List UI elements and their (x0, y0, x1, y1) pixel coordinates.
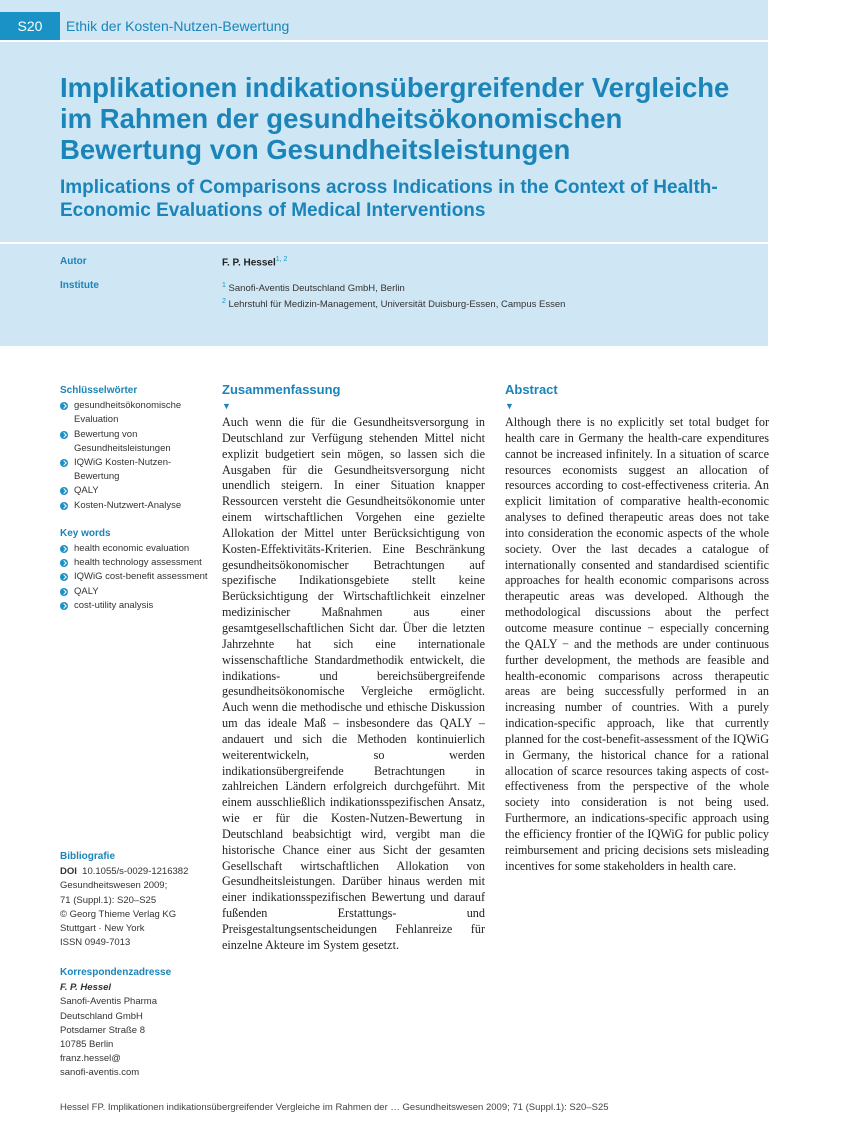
article-title-en: Implications of Comparisons across Indications in the Context of Health-Economic Evaluations of Medical Interventions (60, 177, 718, 221)
institute-item (222, 279, 565, 295)
correspondence-name: F. P. Hessel (60, 982, 112, 994)
section-marker-icon: ▼ (222, 401, 231, 411)
email-line[interactable]: franz.hessel@ (60, 1053, 121, 1065)
header-separator (0, 40, 768, 42)
autor-label: Autor (60, 256, 87, 267)
keyword-item (60, 484, 210, 498)
title-separator (0, 242, 768, 244)
address-line: 10785 Berlin (60, 1039, 114, 1051)
keywords-list (60, 542, 210, 613)
keyword-item (60, 599, 210, 613)
zusammenfassung-text: Auch wenn die für die Gesundheitsversorgung in Deutschland zur Verfügung stehenden Mittel nicht explizit budgetiert sein mögen, so lassen sich die Ausgaben für die Gesundheitsversorgung nicht unendlich steigern. In einer Situation knapper Ressourcen versteht die Gesundheitsökonomie unter einem wirtschaftlichen Vorgehen eine gezielte Allokation der Mittel unter Berücksichtigung von Kosten-Effektivitäts-Kriterien. Eine Beschränkung gesundheitsökonomischer Betrachtungen auf spezifische Indikationsgebiete stellt keine Berücksichtigung der Wirtschaftlichkeit einzelner medizinischer Maßnahmen aus einer gesamtgesellschaftlichen Sicht dar. Über die letzten Jahrzehnte hat sich eine internationale wissenschaftliche Standardmethodik entwickelt, die indikations- und bereichsübergreifende gesundheitsökonomische Vergleiche ermöglicht. Auch wenn die methodische und ethische Diskussion um das ideale Maß – insbesondere das QALY – andauert und sich die Methoden kontinuierlich weiterentwickeln, so werden indikationsübergreifende Betrachtungen in zahlreichen Ländern erfolgreich durchgeführt. Mit einem ausschließlich indikationsspezifischen Ansatz, wie er für die Kosten-Nutzen-Bewertung in Deutschland beabsichtigt wird, vergibt man die historische Chance einer aus Sicht der gesamten Gesellschaft wirtschaftlichen Allokation von Gesundheitsleistungen. Darüber hinaus werden mit einer indikationsspezifischen Bewertung und darauf fußenden Erstattungs- und Preisgestaltungsentscheidungen Fehlanreize für einzelne Akteure im System gesetzt. (222, 415, 485, 952)
keyword-text: health technology assessment (74, 557, 202, 569)
correspondence-block (60, 966, 210, 1081)
address-line: Sanofi-Aventis Pharma (60, 996, 157, 1008)
bullet-arrow-icon (60, 502, 68, 510)
biblio-line: 71 (Suppl.1): S20–S25 (60, 894, 157, 906)
bullet-arrow-icon (60, 402, 68, 410)
keyword-text: cost-utility analysis (74, 599, 154, 611)
institute-text: Lehrstuhl für Medizin-Management, Universität Duisburg-Essen, Campus Essen (228, 299, 566, 311)
bibliografie-heading: Bibliografie (60, 851, 116, 862)
bullet-arrow-icon (60, 588, 68, 596)
bullet-arrow-icon (60, 545, 68, 553)
page-number: S20 (0, 12, 60, 40)
institute-text: Sanofi-Aventis Deutschland GmbH, Berlin (228, 283, 405, 295)
abstract-text: Although there is no explicitly set total budget for health care in Germany the health-care expenditures cannot be increased infinitely. In a situation of scarce resources economists suggest an allocation of resources according to cost-effectiveness criteria. An explicit limitation of comparative health-economic analyses to defined therapeutic areas does not take into consideration the economic aspects of the whole society. Over the last decades a catalogue of internationally consented and standardised scientific approaches for health economic comparisons across therapeutic areas was developed. Although the methodological discussions about the perfect outcome measure continue − especially concerning the QALY − and the methods are under continuous further development, the methods are feasible and health-economic comparisons across therapeutic areas are being successfully performed in an increasing number of countries. With a purely indication-specific approach, like that currently planned for the cost-benefit-assessment of the IQWiG in Germany, the historical chance for a rational allocation of scarce resources taking aspects of cost-effectiveness from the perspective of the whole society into consideration is not being used. Furthermore, an indications-specific approach using the efficiency frontier of the IQWiG for public policy reimbursement and pricing decisions sets misleading incentives for some stakeholders in health care. (505, 415, 769, 873)
bullet-arrow-icon (60, 559, 68, 567)
biblio-line: Stuttgart · New York (60, 923, 145, 935)
bullet-arrow-icon (60, 459, 68, 467)
author-affiliation-sup: 1, 2 (275, 256, 288, 263)
institute-list (222, 279, 565, 311)
keyword-text: Kosten-Nutzwert-Analyse (74, 499, 182, 511)
institute-num: 2 (222, 298, 226, 306)
author-name-text: F. P. Hessel (222, 257, 276, 269)
address-line: Potsdamer Straße 8 (60, 1024, 146, 1036)
keyword-text: Bewertung von Gesundheitsleistungen (74, 428, 171, 454)
author-name (222, 256, 287, 268)
keyword-text: gesundheitsökonomische Evaluation (74, 400, 182, 426)
keywords-block (60, 384, 210, 613)
keyword-text: IQWiG Kosten-Nutzen-Bewertung (74, 457, 172, 483)
keyword-item (60, 542, 210, 556)
keyword-text: IQWiG cost-benefit assessment (74, 571, 208, 583)
doi-value[interactable]: 10.1055/s-0029-1216382 (82, 866, 189, 878)
keyword-item (60, 585, 210, 599)
biblio-line: © Georg Thieme Verlag KG (60, 908, 177, 920)
keyword-item (60, 556, 210, 570)
biblio-line: ISSN 0949-7013 (60, 937, 131, 949)
article-title-de: Implikationen indikationsübergreifender Vergleiche im Rahmen der gesundheitsökonomischen Bewertung von Gesundheitsleistungen (60, 72, 730, 165)
doi-label: DOI (60, 866, 77, 878)
bibliography-block (60, 850, 210, 950)
keyword-text: QALY (74, 485, 99, 497)
bullet-arrow-icon (60, 602, 68, 610)
keyword-text: health economic evaluation (74, 543, 190, 555)
page-footer: Hessel FP. Implikationen indikationsübergreifender Vergleiche im Rahmen der … Gesundheitswesen 2009; 71 (Suppl.1): S20–S25 (60, 1102, 609, 1113)
keyword-item (60, 499, 210, 513)
section-marker-icon: ▼ (505, 401, 514, 411)
korrespondenz-heading: Korrespondenzadresse (60, 967, 172, 978)
keyword-item (60, 428, 210, 456)
institute-num: 1 (222, 282, 226, 289)
institute-label: Institute (60, 280, 99, 291)
keywords-heading: Key words (60, 527, 111, 539)
bullet-arrow-icon (60, 431, 68, 439)
keyword-text: QALY (74, 585, 99, 597)
bullet-arrow-icon (60, 573, 68, 581)
schluesselwoerter-heading: Schlüsselwörter (60, 385, 138, 396)
address-line: Deutschland GmbH (60, 1010, 143, 1022)
schluesselwoerter-list (60, 399, 210, 513)
biblio-line: Gesundheitswesen 2009; (60, 880, 168, 892)
abstract-heading: Abstract (505, 382, 558, 397)
bullet-arrow-icon (60, 487, 68, 495)
zusammenfassung-heading: Zusammenfassung (222, 382, 341, 397)
running-title: Ethik der Kosten-Nutzen-Bewertung (66, 18, 290, 34)
keyword-item (60, 456, 210, 484)
doi-line (60, 865, 210, 879)
keyword-item (60, 570, 210, 584)
email-line[interactable]: sanofi-aventis.com (60, 1067, 140, 1079)
institute-item (222, 295, 565, 311)
keyword-item (60, 399, 210, 427)
